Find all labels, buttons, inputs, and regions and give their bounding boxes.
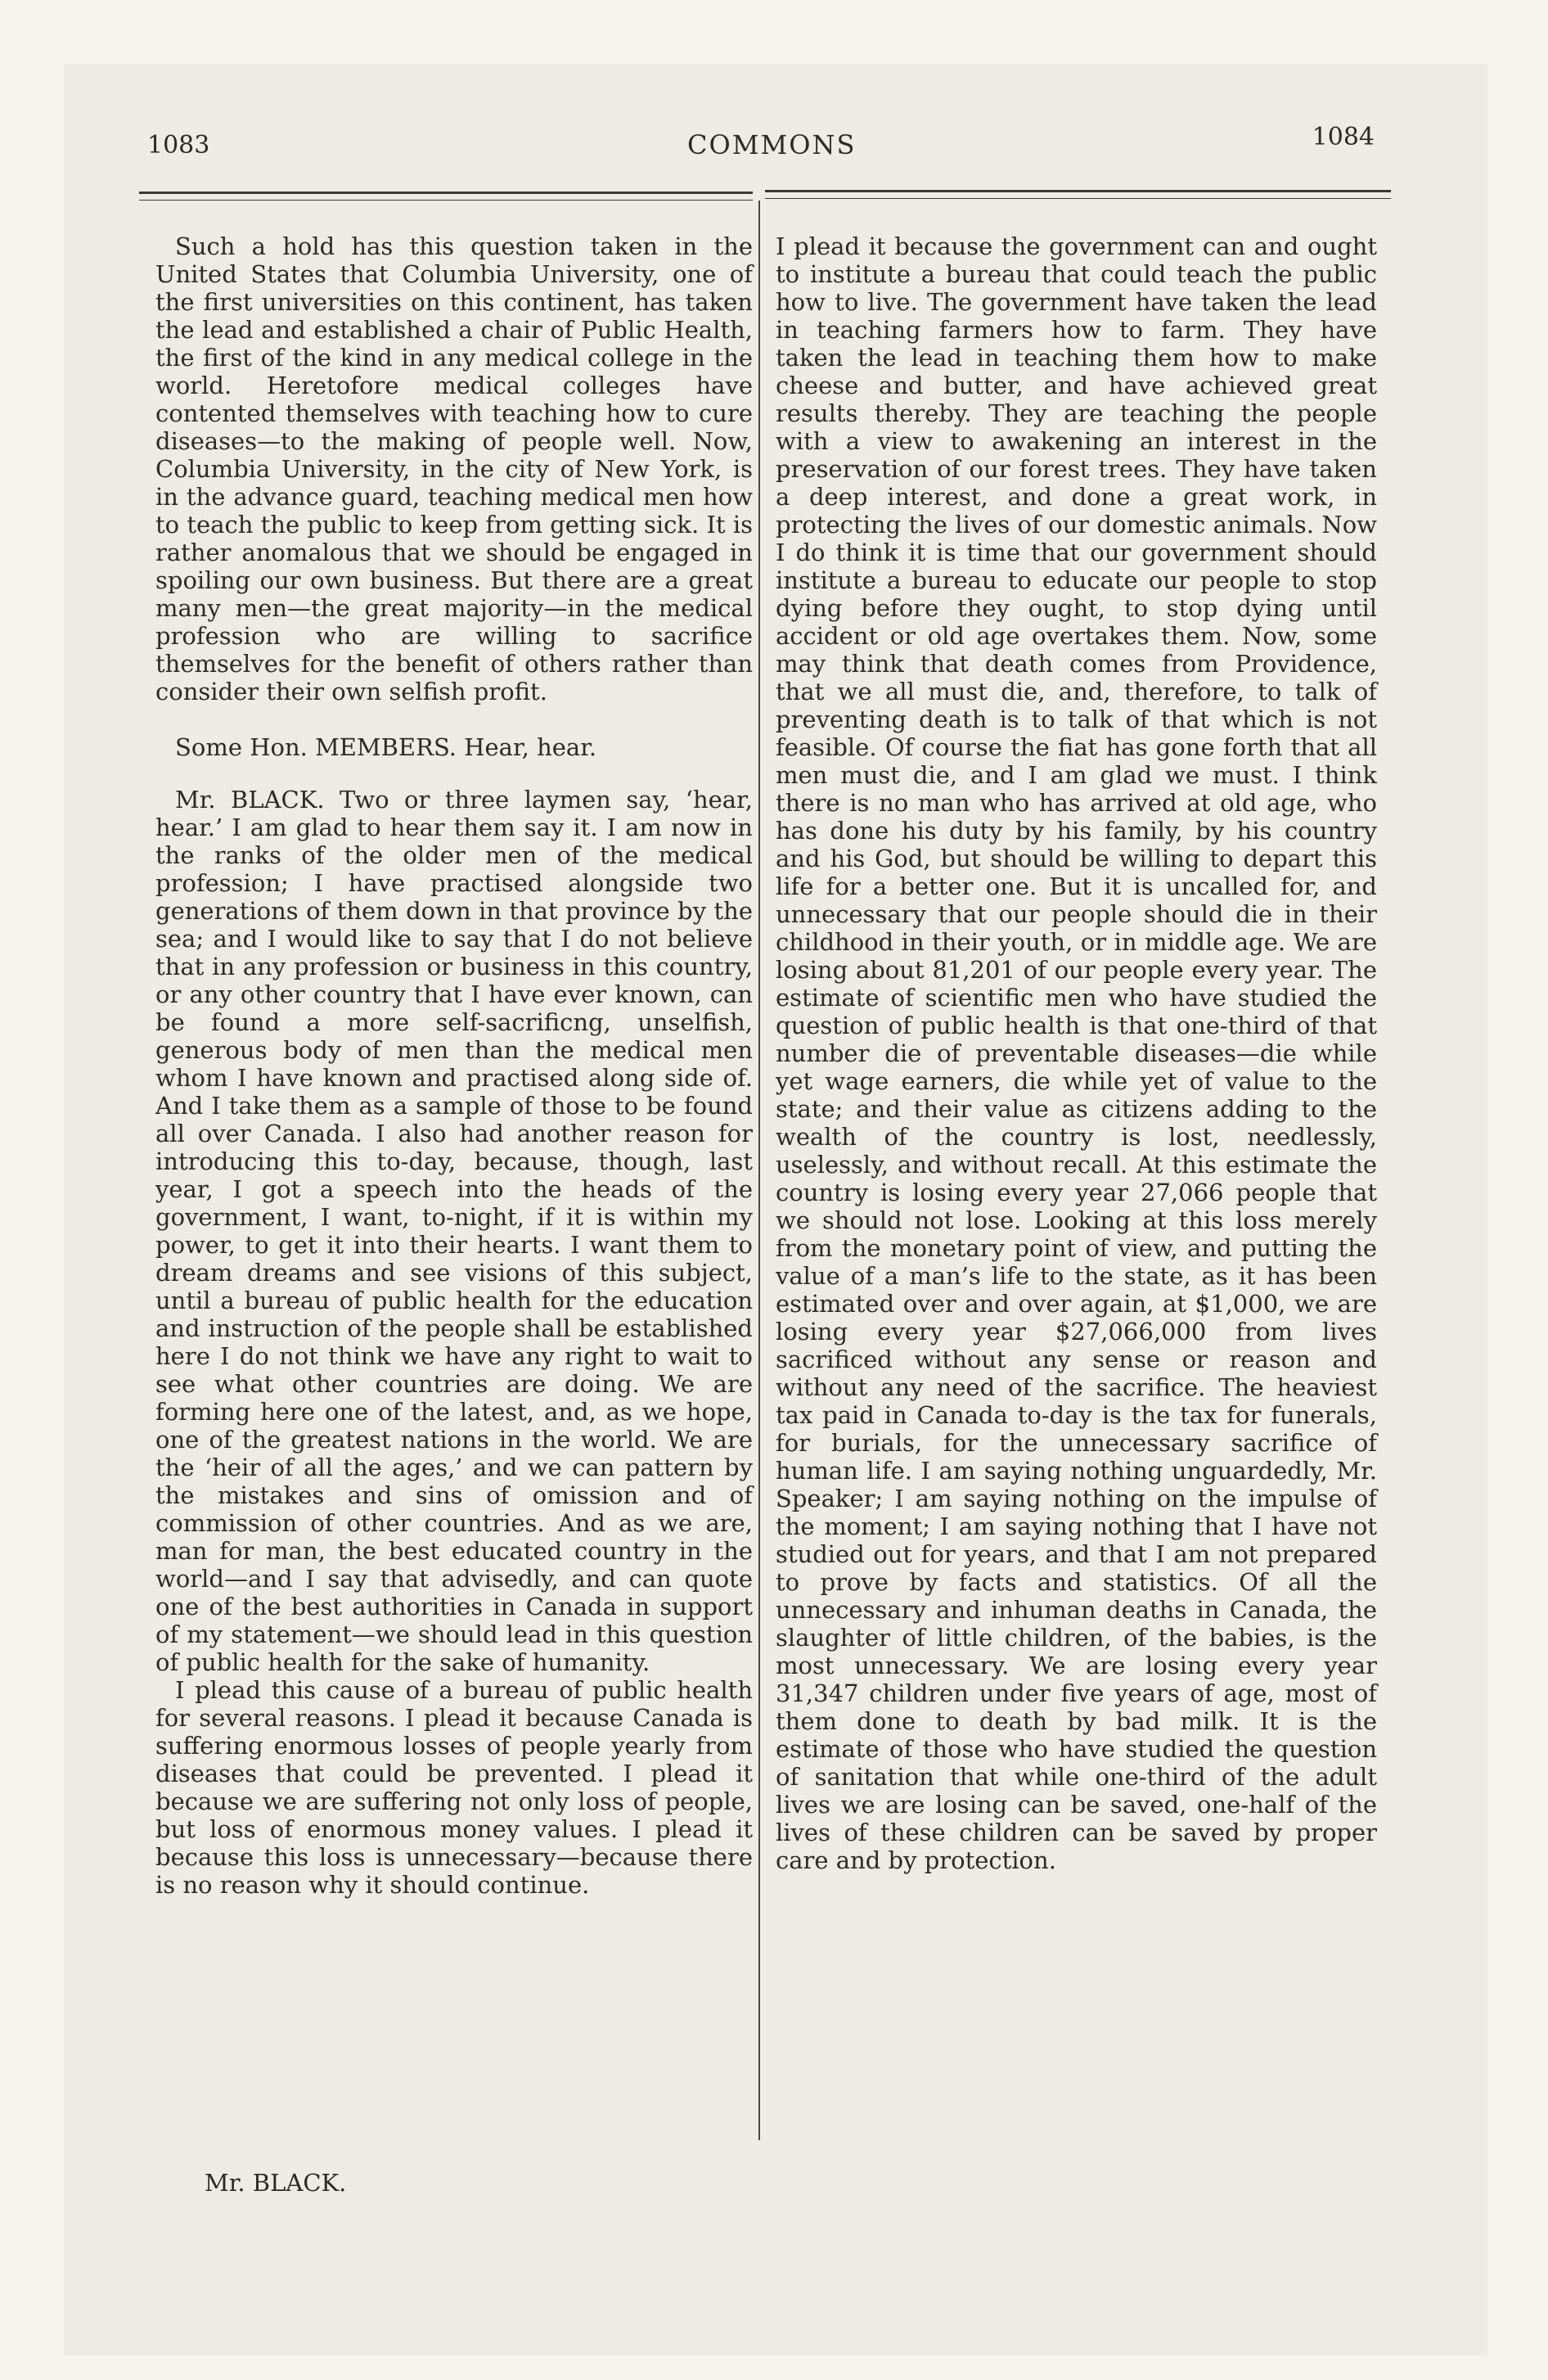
header-rule-left-thin [139,200,753,201]
left-paragraph-2: Mr. BLACK. Two or three laymen say, ‘hear, hear.’ I am glad to hear them say it. I am now in the ranks of the older men of the medical profession; I have practised alongside two generations of them down in that province by the sea; and I would like to say that I do not believe that in any profession or business in this country, or any other country that I have ever known, can be found a more self-sacrificng, unselfish, generous body of men than the medical men whom I have known and practised along side of. And I take them as a sample of those to be found all over Canada. I also had another reason for introducing this to-day, because, though, last year, I got a speech into the heads of the government, I want, to-night, if it is within my power, to get it into their hearts. I want them to dream dreams and see visions of this subject, until a bureau of public health for the education and instruction of the people shall be established here I do not think we have any right to wait to see what other countries are doing. We are forming here one of the latest, and, as we hope, one of the greatest nations in the world. We are the ‘heir of all the ages,’ and we can pattern by the mistakes and sins of omission and of commission of other countries. And as we are, man for man, the best educated country in the world—and I say that advisedly, and can quote one of the best authorities in Canada in support of my statement—we should lead in this question of public health for the sake of humanity. [155,786,753,1676]
column-divider [758,201,760,2140]
footer-speaker: Mr. BLACK. [205,2169,347,2197]
left-column [155,232,753,1899]
interjection: Some Hon. MEMBERS. Hear, hear. [175,733,597,761]
left-paragraph-3: I plead this cause of a bureau of public health for several reasons. I plead it because Canada is suffering enormous losses of people yearly from diseases that could be prevented. I plead it because we are suffering not only loss of people, but loss of enormous money values. I plead it because this loss is unnecessary—because there is no reason why it should continue. [155,1676,753,1899]
left-paragraph-1: Such a hold has this question taken in the United States that Columbia University, one of the first universities on this continent, has taken the lead and established a chair of Public Health, the first of the kind in any medical college in the world. Heretofore medical colleges have contented themselves with teaching how to cure diseases—to the making of people well. Now, Columbia University, in the city of New York, is in the advance guard, teaching medical men how to teach the public to keep from getting sick. It is rather anomalous that we should be engaged in spoiling our own business. But there are a great many men—the great majority—in the medical profession who are willing to sacrifice themselves for the benefit of others rather than consider their own selfish profit. [155,232,753,705]
running-head: COMMONS [687,129,857,160]
page-number-right: 1084 [1312,123,1375,151]
page-header [82,123,1375,172]
header-rule-left [139,192,753,194]
page-number-left: 1083 [147,131,210,160]
header-rule-right-thin [765,198,1391,199]
header-rule-right [765,190,1391,192]
right-paragraph-1: I plead it because the government can and ought to institute a bureau that could teach the public how to live. The government have taken the lead in teaching farmers how to farm. They have taken the lead in teaching them how to make cheese and butter, and have achieved great results thereby. They are teaching the people with a view to awakening an interest in the preservation of our forest trees. They have taken a deep interest, and done a great work, in protecting the lives of our domestic animals. Now I do think it is time that our government should institute a bureau to educate our people to stop dying before they ought, to stop dying until accident or old age overtakes them. Now, some may think that death comes from Providence, that we all must die, and, therefore, to talk of preventing death is to talk of that which is not feasible. Of course the fiat has gone forth that all men must die, and I am glad we must. I think there is no man who has arrived at old age, who has done his duty by his family, by his country and his God, but should be willing to depart this life for a better one. But it is uncalled for, and unnecessary that our people should die in their childhood in their youth, or in middle age. We are losing about 81,201 of our people every year. The estimate of scientific men who have studied the question of public health is that one-third of that number die of preventable diseases—die while yet wage earners, die while yet of value to the state; and their value as citizens adding to the wealth of the country is lost, needlessly, uselessly, and without recall. At this estimate the country is losing every year 27,066 people that we should not lose. Looking at this loss merely from the monetary point of view, and putting the value of a man’s life to the state, as it has been estimated over and over again, at $1,000, we are losing every year $27,066,000 from lives sacrificed without any sense or reason and without any need of the sacrifice. The heaviest tax paid in Canada to-day is the tax for funerals, for burials, for the unnecessary sacrifice of human life. I am saying nothing unguardedly, Mr. Speaker; I am saying nothing on the impulse of the moment; I am saying nothing that I have not studied out for years, and that I am not prepared to prove by facts and statistics. Of all the unnecessary and inhuman deaths in Canada, the slaughter of little children, of the babies, is the most unnecessary. We are losing every year 31,347 children under five years of age, most of them done to death by bad milk. It is the estimate of those who have studied the question of sanitation that while one-third of the adult lives we are losing can be saved, one-half of the lives of these children can be saved by proper care and by protection. [776,232,1377,1874]
right-column [776,232,1377,1874]
